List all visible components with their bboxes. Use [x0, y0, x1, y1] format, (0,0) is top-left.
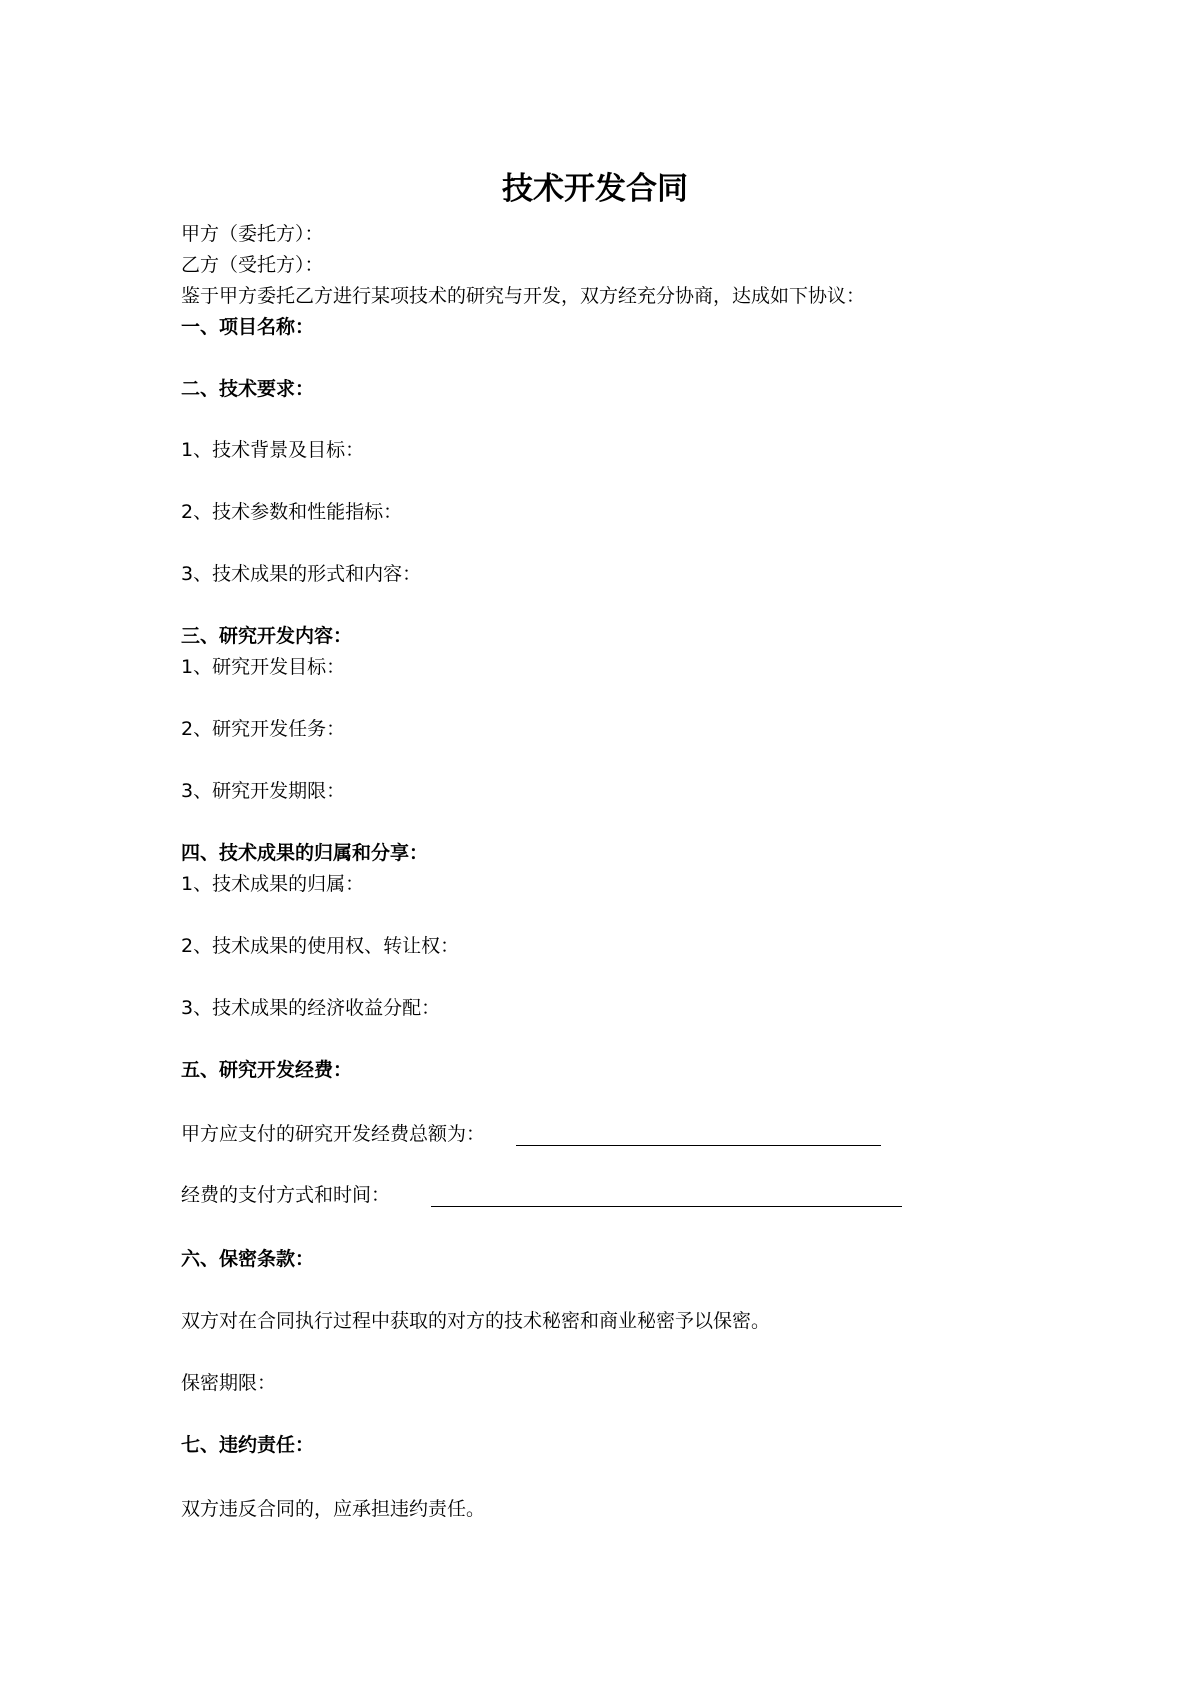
- breach-liability-text: 双方违反合同的，应承担违约责任。: [181, 1498, 486, 1520]
- section-2-item-2: 2、技术参数和性能指标：: [181, 501, 403, 523]
- party-a-label: 甲方（委托方）：: [181, 223, 324, 245]
- party-b-label: 乙方（受托方）：: [181, 254, 324, 276]
- section-5-heading: 五、研究开发经费：: [181, 1059, 353, 1081]
- section-4-heading: 四、技术成果的归属和分享：: [181, 842, 429, 864]
- section-2-item-3: 3、技术成果的形式和内容：: [181, 563, 422, 585]
- section-3-item-3: 3、研究开发期限：: [181, 780, 346, 802]
- section-2-item-1: 1、技术背景及目标：: [181, 439, 365, 461]
- section-4-item-3: 3、技术成果的经济收益分配：: [181, 997, 441, 1019]
- section-6-heading: 六、保密条款：: [181, 1248, 315, 1270]
- funding-total-blank-line: [516, 1145, 881, 1146]
- confidentiality-period-label: 保密期限：: [181, 1372, 277, 1394]
- preamble-text: 鉴于甲方委托乙方进行某项技术的研究与开发，双方经充分协商，达成如下协议：: [181, 285, 866, 307]
- section-4-item-2: 2、技术成果的使用权、转让权：: [181, 935, 460, 957]
- payment-method-label: 经费的支付方式和时间：: [181, 1184, 391, 1206]
- funding-total-label: 甲方应支付的研究开发经费总额为：: [181, 1123, 486, 1145]
- section-2-heading: 二、技术要求：: [181, 378, 315, 400]
- document-title: 技术开发合同: [502, 171, 688, 207]
- section-3-item-1: 1、研究开发目标：: [181, 656, 346, 678]
- payment-method-blank-line: [431, 1206, 902, 1207]
- section-3-heading: 三、研究开发内容：: [181, 625, 353, 647]
- section-7-heading: 七、违约责任：: [181, 1434, 315, 1456]
- section-1-heading: 一、项目名称：: [181, 316, 315, 338]
- section-4-item-1: 1、技术成果的归属：: [181, 873, 365, 895]
- confidentiality-text: 双方对在合同执行过程中获取的对方的技术秘密和商业秘密予以保密。: [181, 1310, 771, 1332]
- section-3-item-2: 2、研究开发任务：: [181, 718, 346, 740]
